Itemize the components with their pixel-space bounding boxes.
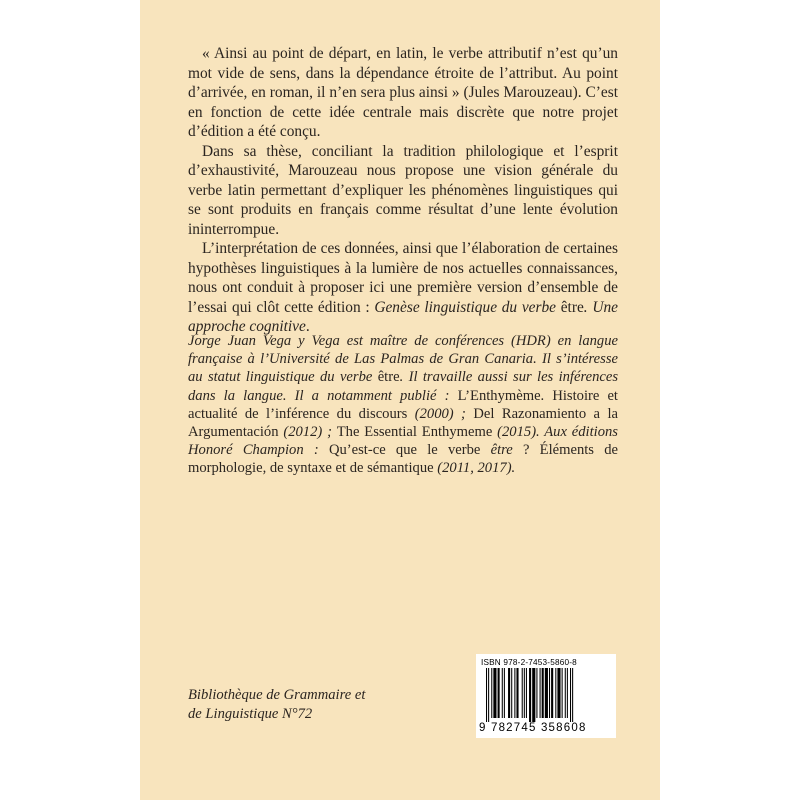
bio-title-1: L’Enthymème. Histoire et actualité de l’inférence du discours bbox=[188, 387, 618, 422]
blurb-paragraph-3 bbox=[188, 239, 618, 337]
barcode-icon bbox=[486, 668, 612, 722]
blurb-p3-end: . bbox=[305, 318, 310, 335]
bio-title-4-verb: être bbox=[490, 442, 513, 459]
series-line-2: de Linguistique N°72 bbox=[188, 706, 313, 722]
bio-year-4: (2011, 2017). bbox=[437, 460, 516, 477]
cover-blurb bbox=[188, 44, 618, 337]
essay-title-verb: être bbox=[556, 298, 584, 316]
barcode-digits: 9 782745 358608 bbox=[479, 722, 587, 734]
bio-text-2: . Il travaille aussi sur les inférences dans la langue. Il a notamment publié : bbox=[188, 369, 619, 404]
author-bio bbox=[188, 332, 618, 478]
isbn-label: ISBN 978-2-7453-5860-8 bbox=[481, 658, 577, 667]
essay-title-part-1: Genèse linguistique du verbe bbox=[374, 298, 557, 316]
author-bio-paragraph bbox=[188, 332, 618, 478]
series-label bbox=[188, 686, 408, 724]
bio-title-2: Del Razonamiento a la Argumentación bbox=[188, 405, 618, 441]
bio-text-1: Jorge Juan Vega y Vega est maître de conférences (HDR) en langue française à l’Université de Las Palmas de Gran Canaria. Il s’intéresse au statut linguistique du verbe bbox=[188, 333, 618, 386]
bio-title-3: The Essential Enthymeme bbox=[336, 424, 498, 441]
bio-title-4: Qu’est-ce que le verbe bbox=[328, 442, 491, 459]
blurb-p3-text: L’interprétation de ces données, ainsi que l’élaboration de certaines hypothèses linguistiques à la lumière de nos actuelles connaissances, nous ont conduit à proposer ici une première version d’ensemble de l’essai qui clôt cette édition : bbox=[188, 240, 618, 316]
blurb-paragraph-1: « Ainsi au point de départ, en latin, le verbe attributif n’est qu’un mot vide de sens, dans la dépendance étroite de l’attribut. Au point d’arrivée, en roman, il n’en sera plus ainsi » (Jules Marouzeau). C’est en fonction de cette idée centrale mais discrète que notre projet d’édition a été conçu. bbox=[188, 45, 618, 140]
barcode-area bbox=[476, 654, 616, 738]
bio-title-4-rest: ? Éléments de morphologie, de syntaxe et de sémantique bbox=[188, 442, 618, 477]
bio-year-1: (2000) ; bbox=[414, 405, 474, 422]
blurb-paragraph-2: Dans sa thèse, conciliant la tradition philologique et l’esprit d’exhaustivité, Marouzeau nous propose une vision générale du verbe latin permettant d’expliquer les phénomènes linguistiques qui se sont produits en français comme résultat d’une lente évolution ininterrompue. bbox=[188, 142, 618, 238]
series-line-1: Bibliothèque de Grammaire et bbox=[188, 687, 366, 703]
bio-year-2: (2012) ; bbox=[283, 424, 337, 441]
essay-title-part-2: . Une approche cognitive bbox=[188, 298, 618, 335]
bio-year-3: (2015). Aux éditions Honoré Champion : bbox=[188, 424, 618, 459]
bio-verb-1: être bbox=[372, 369, 400, 386]
